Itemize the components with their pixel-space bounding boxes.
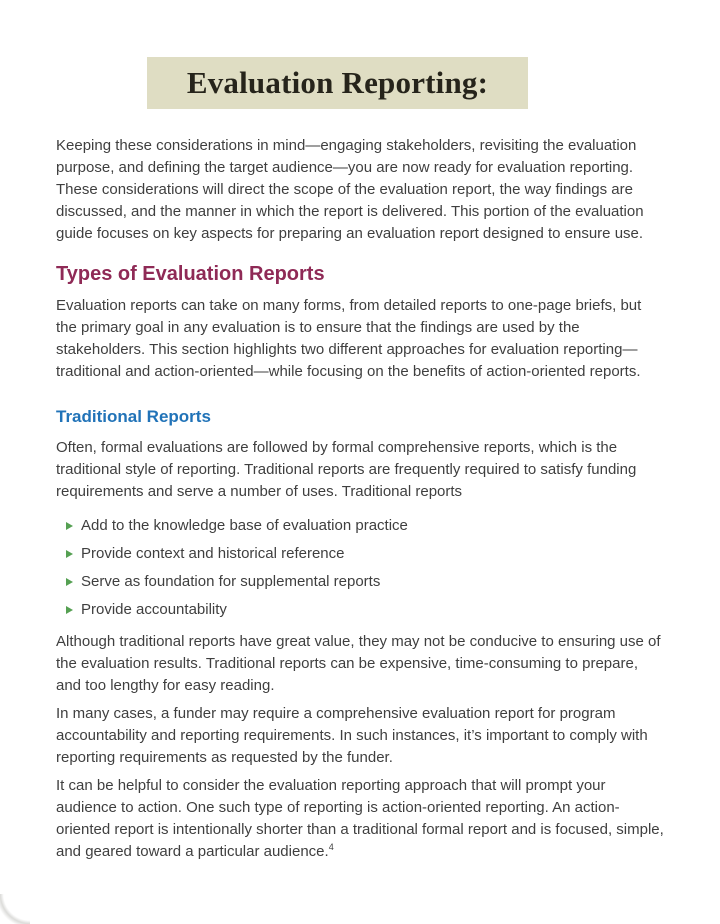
page-corner-shade — [0, 894, 30, 924]
list-item — [66, 599, 666, 621]
list-item — [66, 543, 666, 565]
page-title: Evaluation Reporting: — [186, 65, 489, 100]
bullet-item-label: Add to the knowledge base of evaluation practice — [81, 517, 408, 534]
bullet-item-label: Provide context and historical reference — [81, 545, 345, 562]
action-oriented-paragraph-text: It can be helpful to consider the evaluation reporting approach that will prompt your audience to action. One such type of reporting is action-oriented reporting. An action-oriented report is intentionally shorter than a traditional formal report and is focused, simple, and geared toward a particular audience. — [56, 777, 664, 860]
bullet-triangle-icon — [66, 522, 73, 530]
bullet-triangle-icon — [66, 606, 73, 614]
list-item — [66, 515, 666, 537]
subsection-heading-traditional-reports: Traditional Reports — [56, 407, 211, 426]
bullet-item-label: Serve as foundation for supplemental reports — [81, 573, 381, 590]
page-content — [56, 135, 666, 869]
list-item — [66, 571, 666, 593]
intro-paragraph: Keeping these considerations in mind—engaging stakeholders, revisiting the evaluation purpose, and defining the target audience—you are now ready for evaluation reporting. These considerations will direct the scope of the evaluation report, the way findings are discussed, and the manner in which the report is delivered. This portion of the evaluation guide focuses on key aspects for preparing an evaluation report designed to ensure use. — [56, 137, 644, 242]
title-banner — [147, 57, 528, 109]
traditional-reports-bullet-list — [66, 515, 666, 621]
action-oriented-paragraph — [56, 775, 666, 863]
funder-requirements-paragraph: In many cases, a funder may require a comprehensive evaluation report for program accountability and reporting requirements. In such instances, it’s important to comply with reporting requirements as requested by the funder. — [56, 705, 648, 766]
section-heading-types-of-evaluation-reports: Types of Evaluation Reports — [56, 263, 325, 285]
footnote-reference: 4 — [328, 842, 334, 852]
types-section-paragraph: Evaluation reports can take on many forms, from detailed reports to one-page briefs, but the primary goal in any evaluation is to ensure that the findings are used by the stakeholders. This section highlights two different approaches for evaluation reporting—traditional and action-oriented—while focusing on the benefits of action-oriented reports. — [56, 297, 642, 380]
traditional-value-paragraph: Although traditional reports have great value, they may not be conducive to ensuring use of the evaluation results. Traditional reports can be expensive, time-consuming to prepare, and too lengthy for easy reading. — [56, 633, 661, 694]
traditional-intro-paragraph: Often, formal evaluations are followed by formal comprehensive reports, which is the traditional style of reporting. Traditional reports are frequently required to satisfy funding requirements and serve a number of uses. Traditional reports — [56, 439, 637, 500]
bullet-triangle-icon — [66, 578, 73, 586]
bullet-triangle-icon — [66, 550, 73, 558]
bullet-item-label: Provide accountability — [81, 601, 227, 618]
